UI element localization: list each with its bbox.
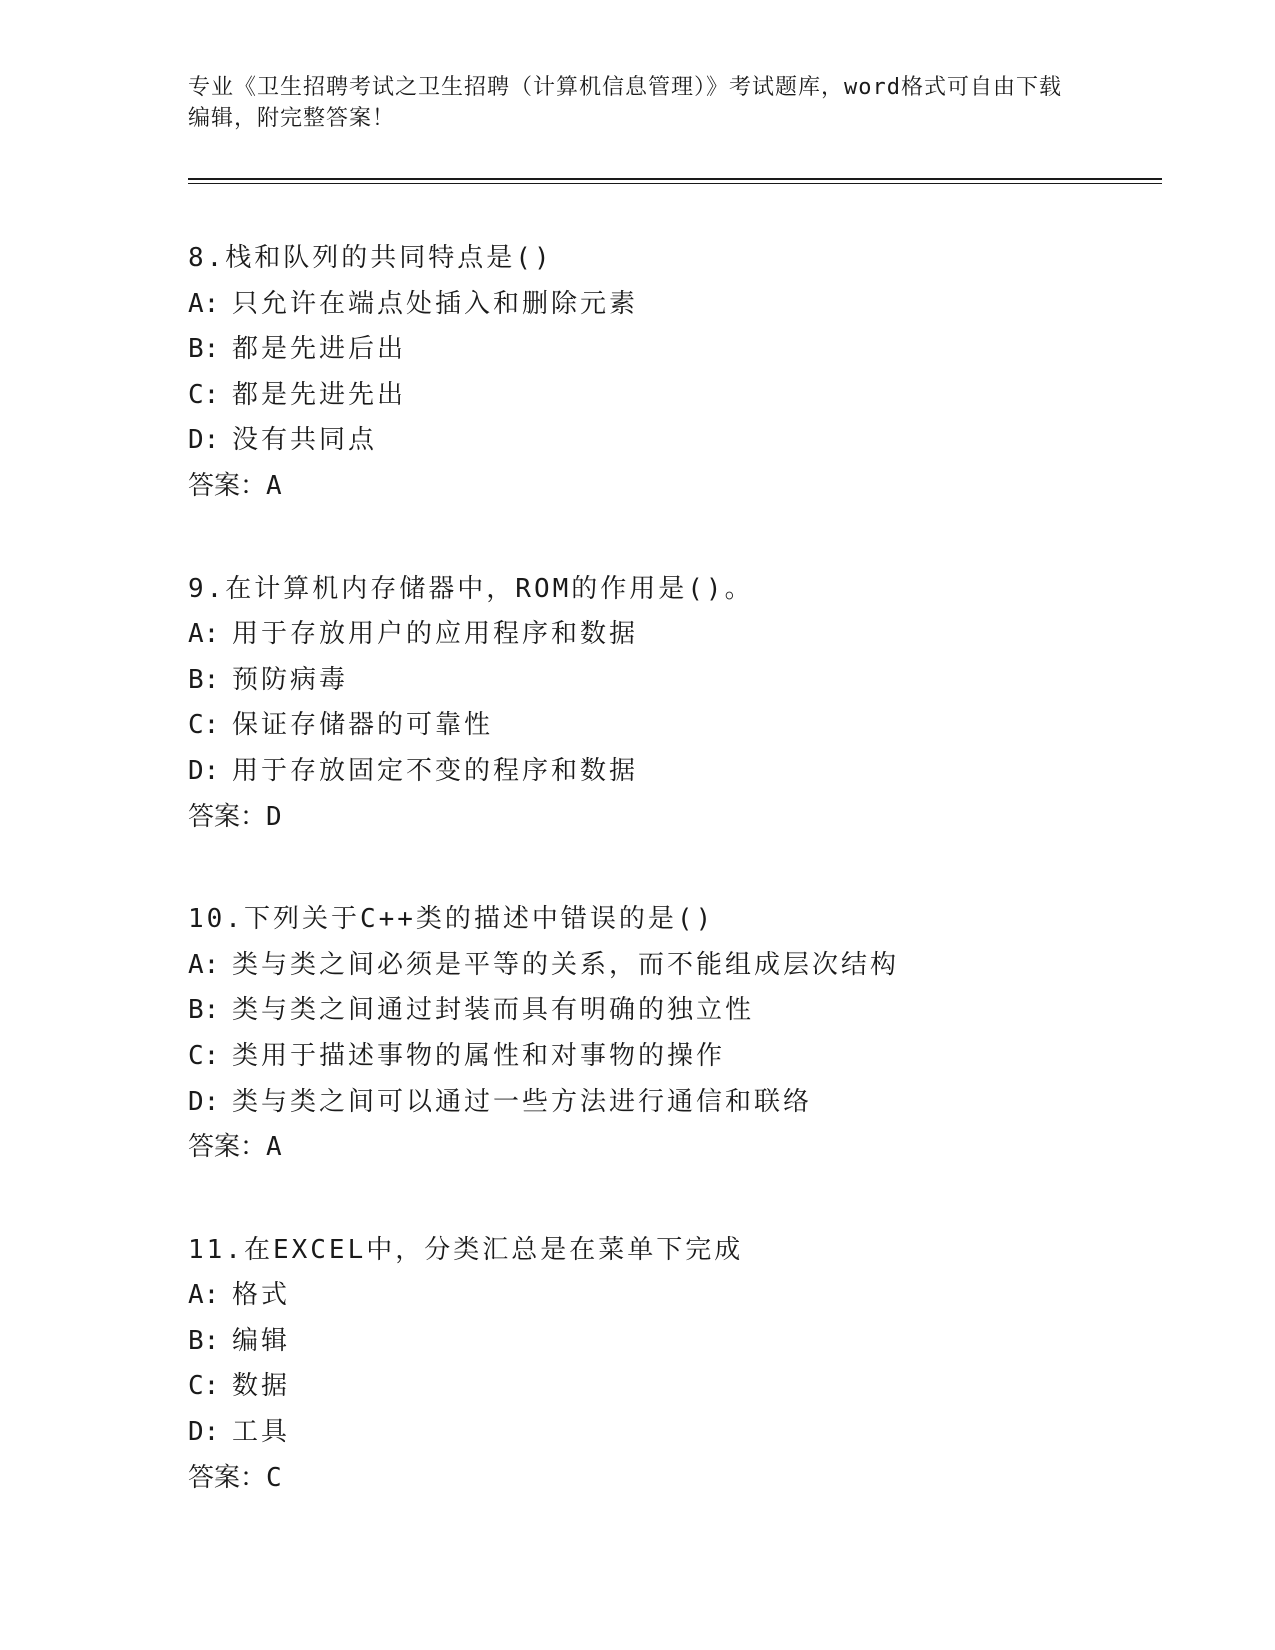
option-b [188,1319,1188,1365]
option-text: 类与类之间通过封装而具有明确的独立性 [232,995,755,1026]
question-stem: 11.在EXCEL中，分类汇总是在菜单下完成 [188,1234,744,1265]
answer-label: 答案： [188,1462,267,1493]
question-stem: 10.下列关于C++类的描述中错误的是() [188,904,715,935]
option-d [188,1080,1188,1126]
option-d [188,1410,1188,1456]
option-c [188,1034,1188,1080]
option-c [188,1364,1188,1410]
option-text: 编辑 [232,1325,291,1356]
option-text: 数据 [232,1371,291,1402]
option-label: B: [188,995,220,1026]
option-a [188,943,1188,989]
option-label: C: [188,1040,220,1071]
option-c [188,373,1188,419]
option-text: 用于存放用户的应用程序和数据 [232,619,639,650]
option-label: C: [188,379,220,410]
option-label: D: [188,1086,220,1117]
question-stem: 8.栈和队列的共同特点是() [188,243,553,273]
option-text: 都是先进后出 [232,334,407,365]
option-text: 类与类之间必须是平等的关系，而不能组成层次结构 [232,949,900,980]
answer-line [188,1456,1188,1502]
option-a [188,1273,1188,1319]
option-label: D: [188,755,220,786]
option-label: C: [188,710,220,741]
option-label: A: [188,619,220,650]
option-label: B: [188,664,220,695]
option-text: 类与类之间可以通过一些方法进行通信和联络 [232,1086,813,1117]
answer-line [188,464,1188,510]
answer-line [188,795,1188,841]
question-list [188,236,1188,1558]
option-b [188,658,1188,704]
question-10 [188,897,1188,1171]
option-d [188,418,1188,464]
option-d [188,749,1188,795]
option-c [188,703,1188,749]
option-b [188,988,1188,1034]
option-text: 都是先进先出 [232,379,407,410]
question-stem: 9.在计算机内存储器中，ROM的作用是()。 [188,573,754,604]
answer-value: C [266,1462,282,1493]
option-label: A: [188,1280,220,1311]
document-header: 专业《卫生招聘考试之卫生招聘（计算机信息管理）》考试题库，word格式可自由下载编辑，附完整答案！ [188,75,1062,131]
option-label: D: [188,1417,220,1448]
question-9 [188,567,1188,841]
option-label: B: [188,334,220,365]
option-label: A: [188,288,220,319]
option-label: B: [188,1325,220,1356]
header-divider [188,178,1162,184]
option-label: A: [188,949,220,980]
answer-value: A [266,470,282,501]
option-text: 格式 [232,1280,291,1311]
option-a [188,612,1188,658]
option-text: 类用于描述事物的属性和对事物的操作 [232,1040,726,1071]
option-text: 没有共同点 [232,425,378,456]
option-text: 保证存储器的可靠性 [232,710,494,741]
option-text: 用于存放固定不变的程序和数据 [232,755,639,786]
option-text: 预防病毒 [232,664,349,695]
option-text: 工具 [232,1417,291,1448]
question-11 [188,1228,1188,1502]
answer-line [188,1125,1188,1171]
question-8 [188,236,1188,510]
answer-label: 答案： [188,801,267,832]
option-a [188,282,1188,328]
answer-value: D [266,801,282,832]
option-b [188,327,1188,373]
option-text: 只允许在端点处插入和删除元素 [232,288,639,319]
option-label: D: [188,425,220,456]
answer-label: 答案： [188,470,267,501]
option-label: C: [188,1371,220,1402]
answer-label: 答案： [188,1132,267,1163]
answer-value: A [266,1132,282,1163]
